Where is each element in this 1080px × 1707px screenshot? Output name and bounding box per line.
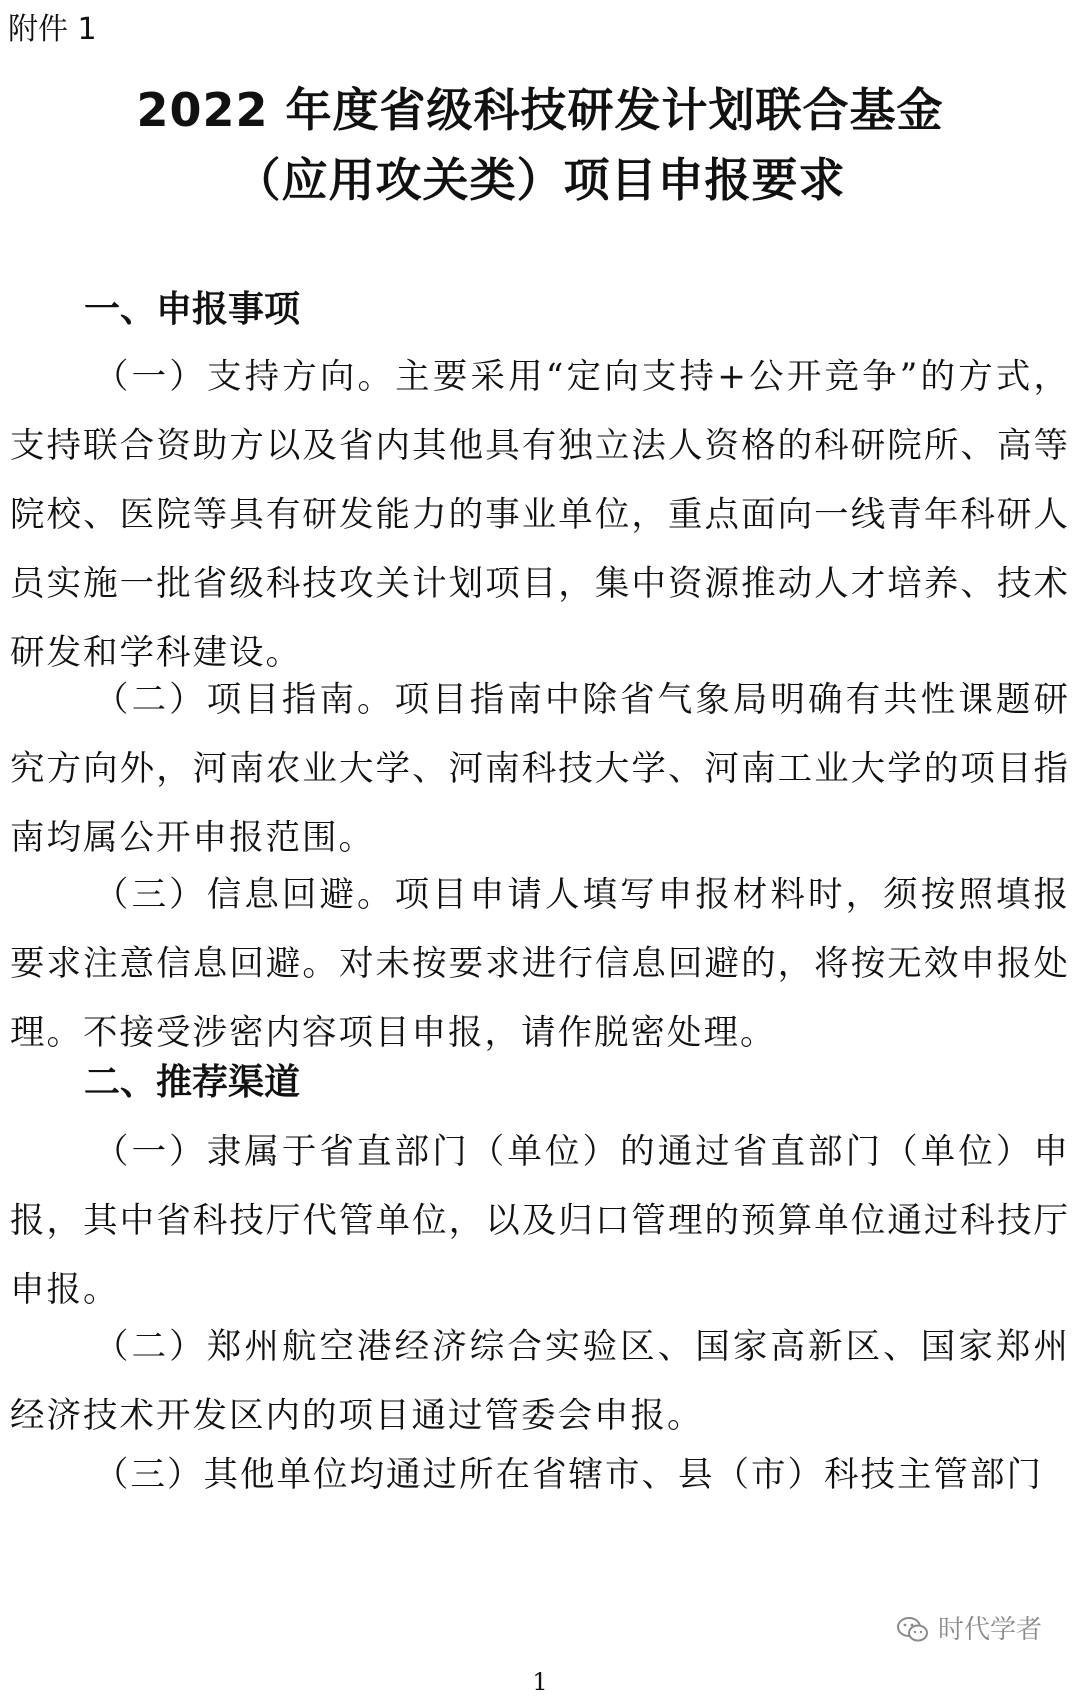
paragraph-support-direction: （一）支持方向。主要采用“定向支持+公开竞争”的方式，支持联合资助方以及省内其他具有独立法人资格的科研院所、高等院校、医院等具有研发能力的事业单位，重点面向一线青年科研人员实施一批省级科技攻关计划项目，集中资源推动人才培养、技术研发和学科建设。 <box>10 357 1070 673</box>
watermark-text: 时代学者 <box>937 1615 1042 1645</box>
paragraph-channel-zones: （二）郑州航空港经济综合实验区、国家高新区、国家郑州经济技术开发区内的项目通过管委会申报。 <box>10 1327 1070 1436</box>
watermark <box>896 1612 1042 1648</box>
page-number: 1 <box>532 1668 548 1696</box>
section-heading-2: 二、推荐渠道 <box>84 1062 301 1103</box>
paragraph-channel-provincial: （一）隶属于省直部门（单位）的通过省直部门（单位）申报，其中省科技厅代管单位，以及归口管理的预算单位通过科技厅申报。 <box>10 1132 1070 1310</box>
attachment-label: 附件 1 <box>8 12 97 47</box>
paragraph-project-guide: （二）项目指南。项目指南中除省气象局明确有共性课题研究方向外，河南农业大学、河南科技大学、河南工业大学的项目指南均属公开申报范围。 <box>10 680 1070 858</box>
document-title-line-2: （应用攻关类）项目申报要求 <box>234 153 846 207</box>
paragraph-information-avoidance: （三）信息回避。项目申请人填写申报材料时，须按照填报要求注意信息回避。对未按要求进行信息回避的，将按无效申报处理。不接受涉密内容项目申报，请作脱密处理。 <box>10 875 1070 1053</box>
section-heading-1: 一、申报事项 <box>84 289 301 330</box>
paragraph-channel-other: （三）其他单位均通过所在省辖市、县（市）科技主管部门 <box>94 1455 1043 1495</box>
wechat-icon <box>896 1616 930 1644</box>
document-title-line-1: 2022 年度省级科技研发计划联合基金 <box>136 83 944 137</box>
